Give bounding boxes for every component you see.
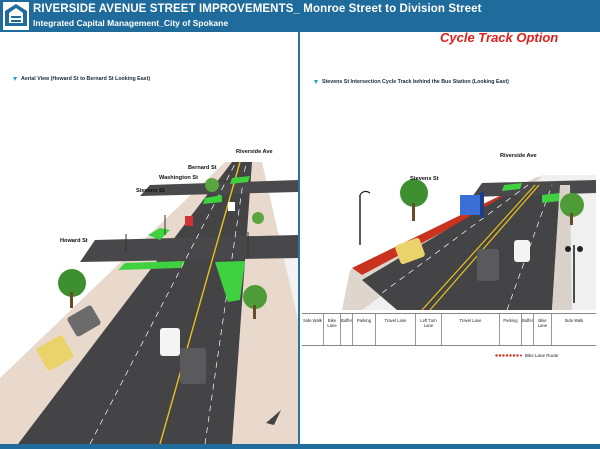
label-stevens-st: Stevens St [136,188,165,194]
header-bar [0,0,600,32]
label-bernard-st: Bernard St [188,165,217,171]
xs-buffer-right: Buffer [522,314,534,345]
xs-sidewalk-right: Side Walk [564,318,584,323]
bike-route-legend-icon [495,354,522,357]
right-caption [314,79,509,85]
xs-parking-left: Parking [353,314,376,345]
bottom-bar [0,444,600,449]
panel-divider [298,32,300,444]
label-riverside-ave-right: Riverside Ave [500,153,537,159]
legend-label: Bike Lane Route [525,353,559,358]
left-caption [13,76,150,82]
cross-section-table [302,313,596,346]
right-caption-text: Stevens St Intersection Cycle Track behind the Bus Station (Looking East) [322,79,509,85]
xs-parking-right: Parking [500,314,522,345]
label-stevens-st-right: Stevens St [410,176,439,182]
xs-left-turn-lane: Left Turn Lane [416,314,442,345]
xs-bike-lane-left: Bike Lane [324,314,341,345]
bullet-icon [13,77,17,81]
city-seal-icon [3,2,29,30]
xs-travel-lane-right: Travel Lane [442,314,500,345]
aerial-render [0,140,298,444]
xs-bike-lane-right: Bike Lane [534,314,552,345]
option-title: Cycle Track Option [440,30,559,45]
page-subtitle: Integrated Capital Management_City of Spokane [33,18,229,28]
label-howard-st: Howard St [60,238,88,244]
xs-sidewalk-left: Side Walk [302,314,324,345]
label-riverside-ave: Riverside Ave [236,149,273,155]
intersection-render [302,165,596,310]
xs-buffer-left: Buffer [341,314,353,345]
bullet-icon [314,80,318,84]
page-title: RIVERSIDE AVENUE STREET IMPROVEMENTS_ Monroe Street to Division Street [33,3,482,15]
label-washington-st: Washington St [159,175,198,181]
left-caption-text: Aerial View (Howard St to Bernard St Looking East) [21,76,151,82]
xs-travel-lane-left: Travel Lane [376,314,416,345]
